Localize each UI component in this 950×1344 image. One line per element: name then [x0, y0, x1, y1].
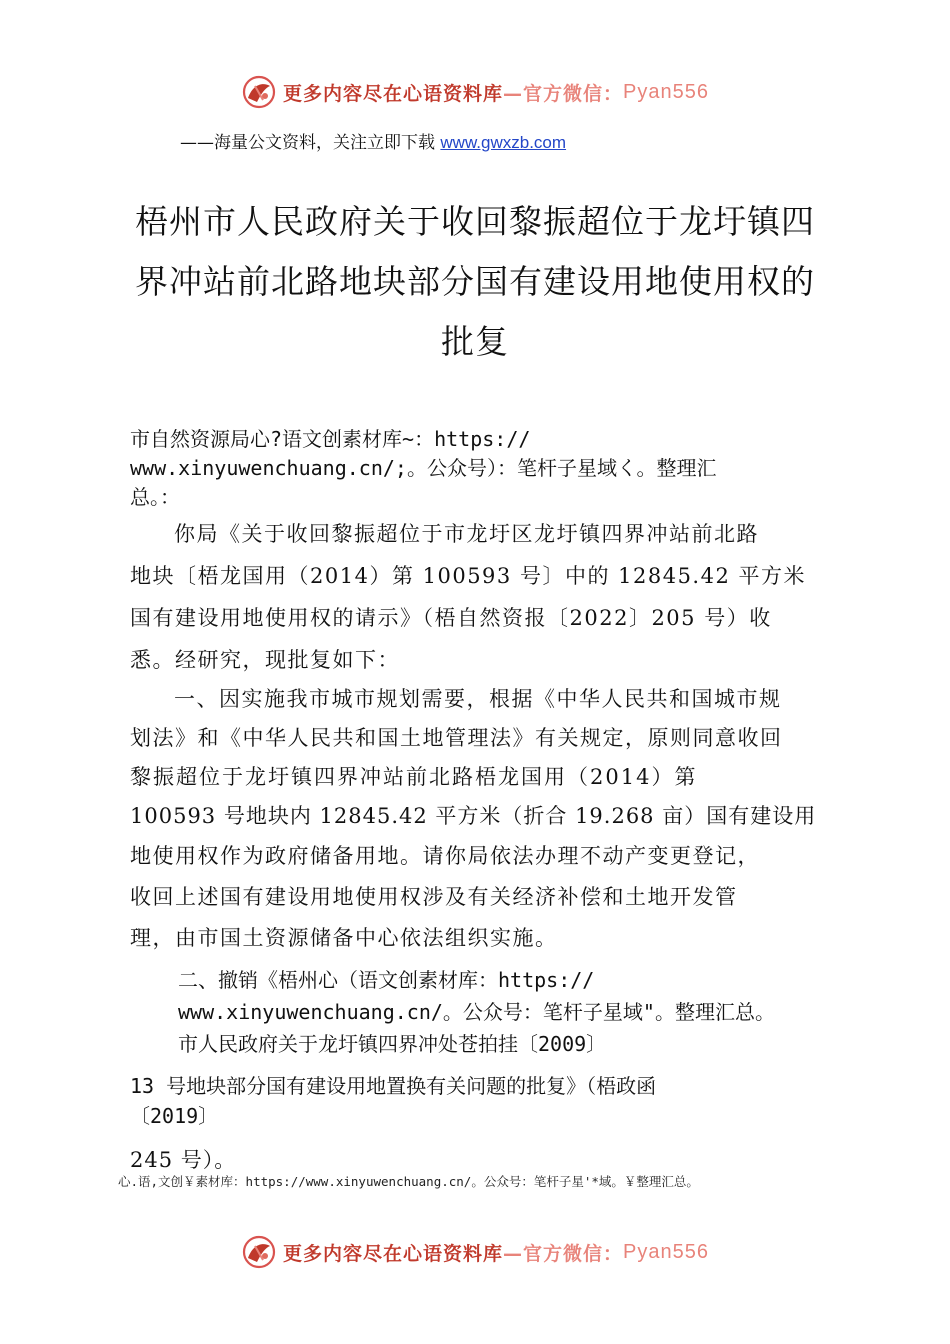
para2-line-2: 划法》和《中华人民共和国土地管理法》有关规定，原则同意收回: [130, 726, 783, 750]
para2-line-7: 理，由市国土资源储备中心依法组织实施。: [130, 926, 558, 950]
title-line-2: 界冲站前北路地块部分国有建设用地使用权的: [135, 262, 815, 301]
banner-wechat-id: Pyan556: [623, 80, 709, 103]
header-banner: [0, 72, 950, 112]
para1-line-1: 你局《关于收回黎振超位于市龙圩区龙圩镇四界冲站前北路: [174, 522, 759, 546]
para1-line-4: 悉。经研究，现批复如下：: [130, 648, 400, 672]
download-link[interactable]: www.gwxzb.com: [440, 133, 567, 152]
footer-banner: [0, 1232, 950, 1272]
page-title: [110, 192, 840, 372]
para2-line-3: 黎振超位于龙圩镇四界冲站前北路梧龙国用（2014）第: [130, 765, 698, 789]
tagline-text: ——海量公文资料，关注立即下载: [180, 133, 435, 153]
para3-line-3: 市人民政府关于龙圩镇四界冲处苍拍挂〔2009〕: [178, 1032, 607, 1056]
watermark-footnote: 心.语,文创￥素材库：https://www.xinyuwenchuang.cn/。公众号：笔杆子星'*域。￥整理汇总。: [118, 1174, 699, 1189]
banner-text-b: —官方微信：: [503, 82, 624, 105]
banner-text-a: 更多内容尽在心语资料库: [283, 1242, 504, 1265]
para2-line-1: 一、因实施我市城市规划需要，根据《中华人民共和国城市规: [174, 687, 782, 711]
banner-text-a: 更多内容尽在心语资料库: [283, 82, 504, 105]
tagline: [180, 128, 566, 153]
para1-line-3: 国有建设用地使用权的请示》（梧自然资报〔2022〕205 号）收: [130, 606, 772, 630]
addressee-line-2: www.xinyuwenchuang.cn/;。公众号）：笔杆子星域く。整理汇: [130, 456, 717, 480]
para3-line-5: 〔2019〕: [130, 1104, 219, 1128]
para2-line-5: 地使用权作为政府储备用地。请你局依法办理不动产变更登记，: [130, 844, 760, 868]
para1-line-2: 地块〔梧龙国用（2014）第 100593 号〕中的 12845.42 平方米: [130, 564, 807, 588]
para3-line-1: 二、撤销《梧州心（语文创素材库：https://: [178, 968, 595, 992]
addressee-line-1: 市自然资源局心?语文创素材库~：https://: [130, 427, 531, 451]
banner-wechat-id: Pyan556: [623, 1240, 709, 1263]
addressee-line-3: 总。：: [130, 485, 180, 509]
para2-line-4: 100593 号地块内 12845.42 平方米（折合 19.268 亩）国有建设用: [130, 804, 817, 828]
title-line-3: 批复: [441, 322, 509, 361]
seal-logo-icon: [241, 1234, 277, 1270]
para2-line-6: 收回上述国有建设用地使用权涉及有关经济补偿和土地开发管: [130, 885, 738, 909]
para3-line-4: 13 号地块部分国有建设用地置换有关问题的批复》（梧政函: [130, 1074, 657, 1098]
para3-line-2: www.xinyuwenchuang.cn/。公众号：笔杆子星域"。整理汇总。: [178, 1000, 775, 1024]
para3-line-6: 245 号）。: [130, 1148, 237, 1172]
title-line-1: 梧州市人民政府关于收回黎振超位于龙圩镇四: [135, 202, 815, 241]
banner-text-b: —官方微信：: [503, 1242, 624, 1265]
seal-logo-icon: [241, 74, 277, 110]
